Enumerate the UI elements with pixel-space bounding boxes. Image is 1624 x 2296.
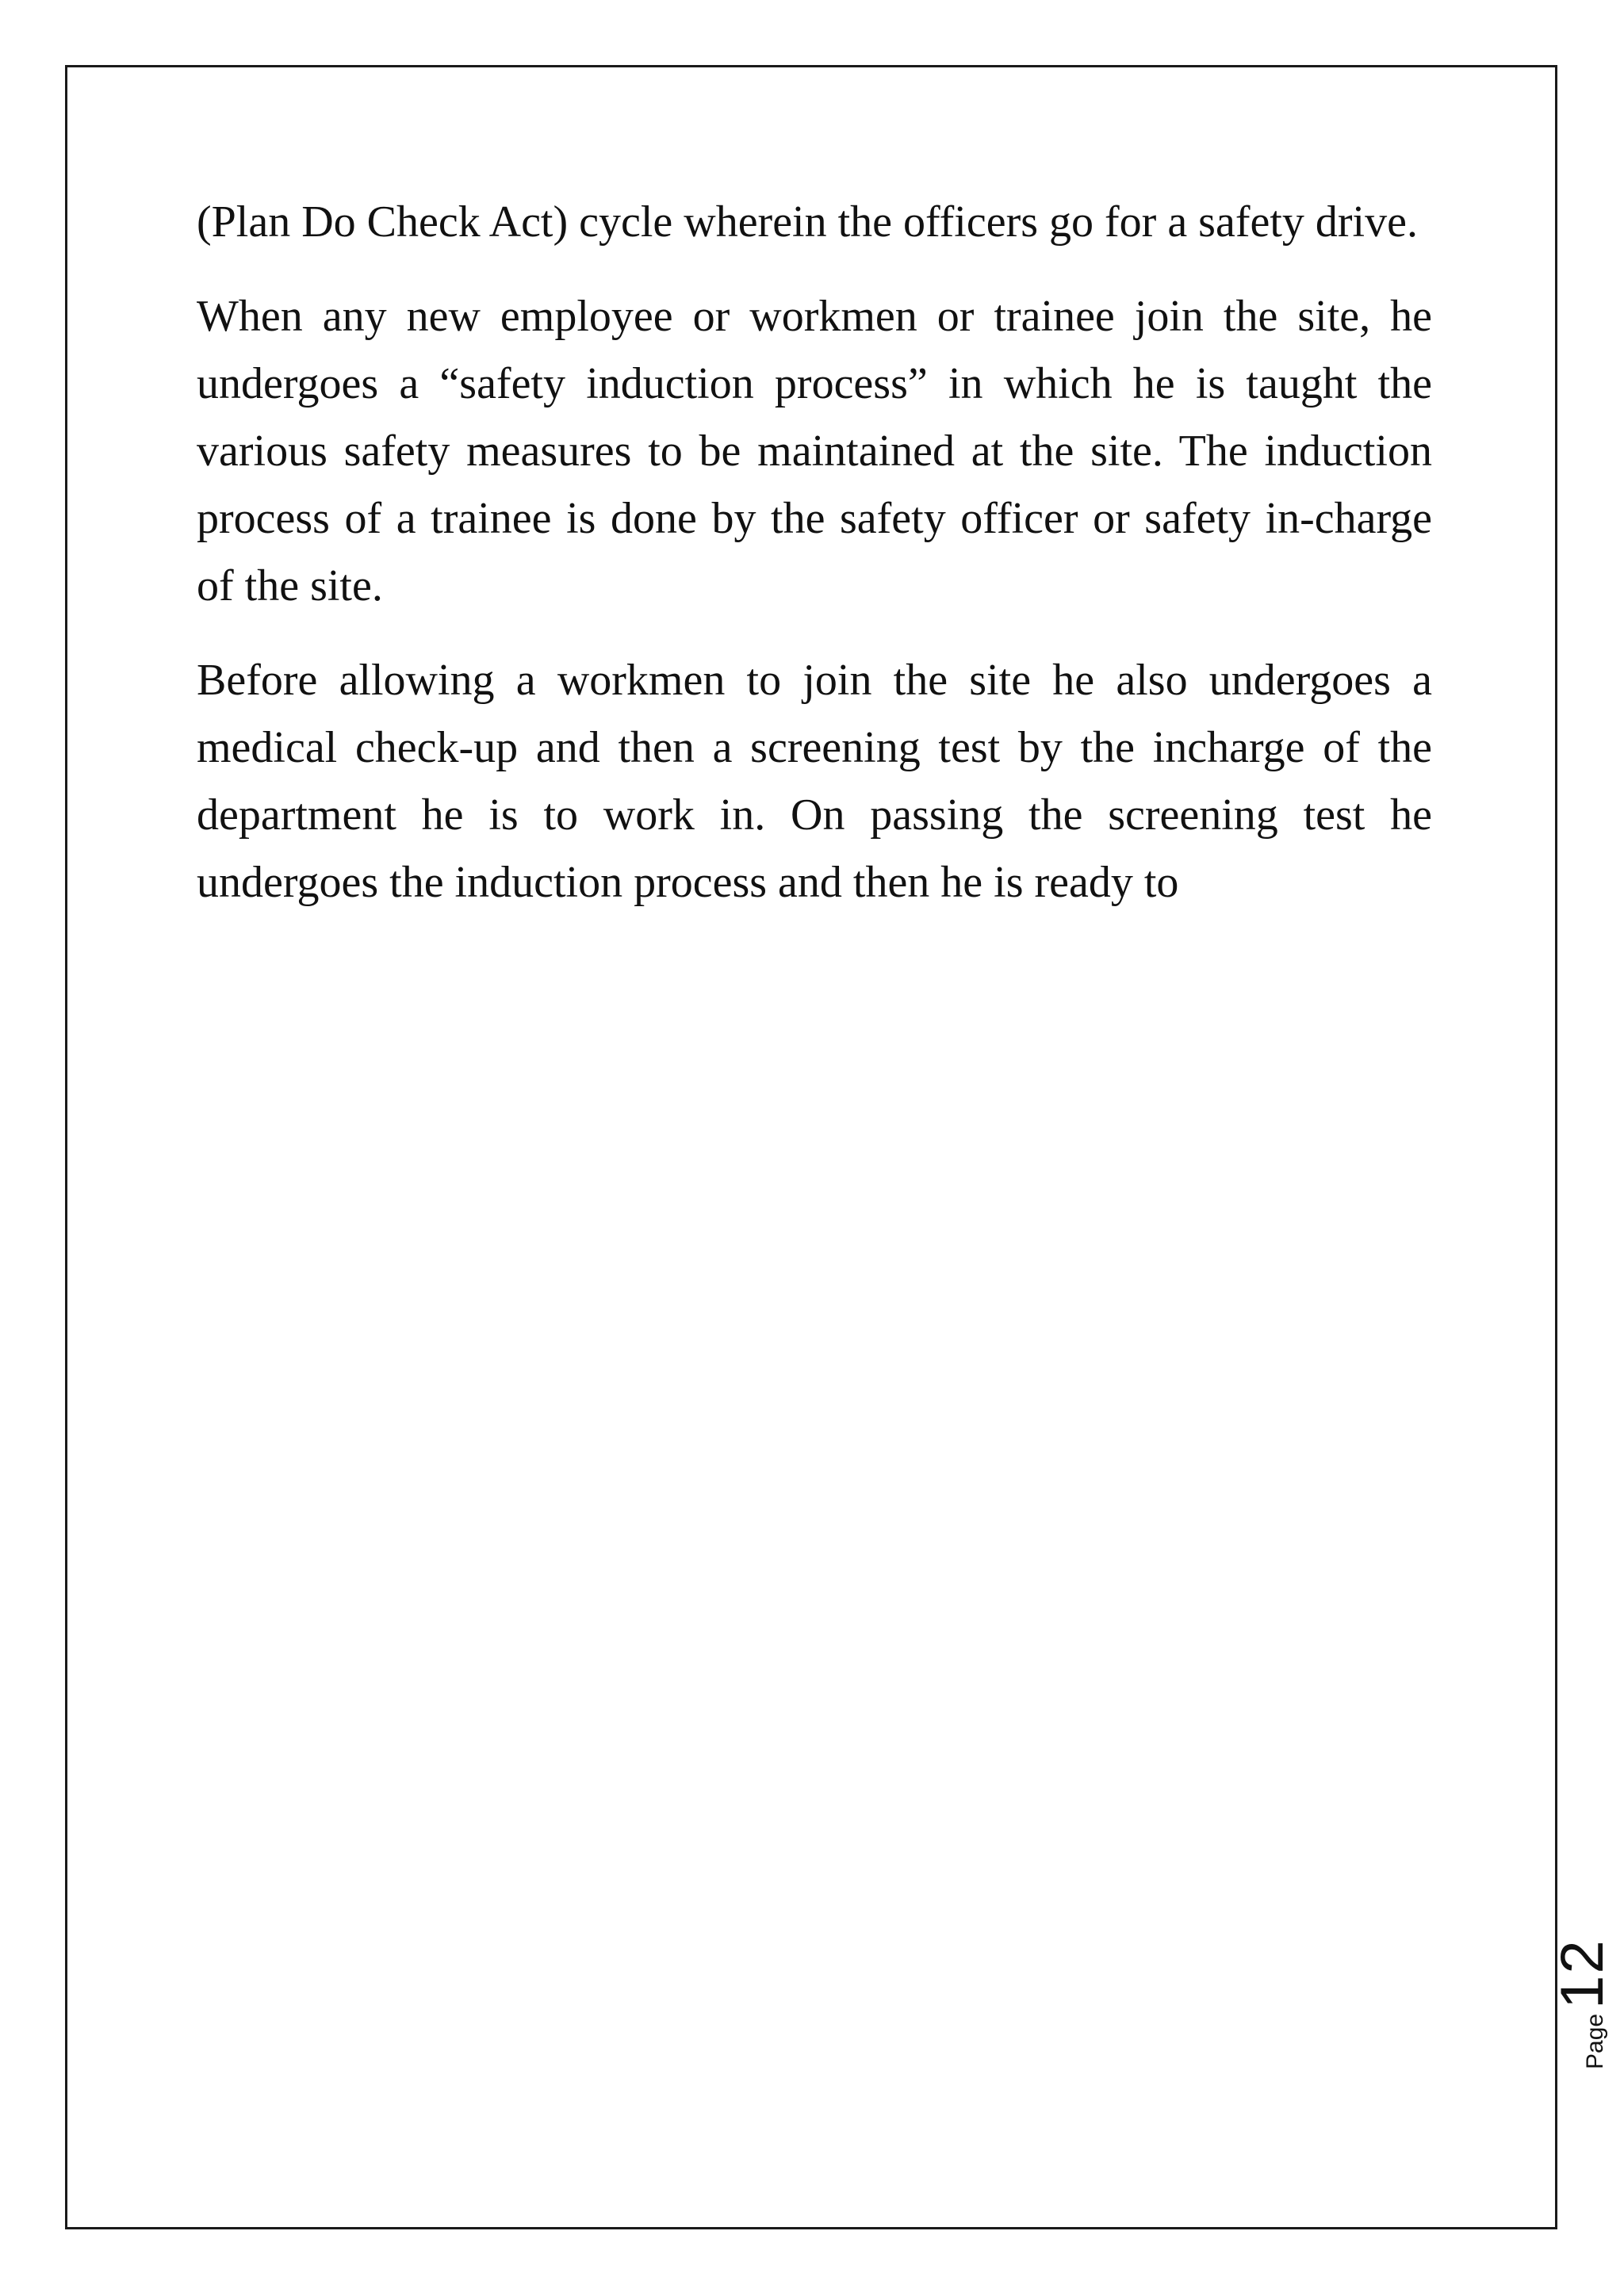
page-number bbox=[1548, 1938, 1617, 2069]
paragraph-1: (Plan Do Check Act) cycle wherein the officers go for a safety drive. bbox=[197, 197, 1418, 247]
paragraph-2: When any new employee or workmen or trainee join the site, he undergoes a “safety induction process” in which he is taught the various safety measures to be maintained at the site. The induction process of a trainee is done by the safety officer or safety in-charge of the site. bbox=[197, 292, 1432, 610]
page-number-label: Page bbox=[1582, 2013, 1608, 2069]
page-number-value: 12 bbox=[1549, 1938, 1616, 2009]
document-body bbox=[197, 189, 1432, 943]
paragraph-3: Before allowing a workmen to join the site he also undergoes a medical check-up and then a screening test by the incharge of the department he is to work in. On passing the screening test he undergoes the induction process and then he is ready to bbox=[197, 656, 1432, 907]
